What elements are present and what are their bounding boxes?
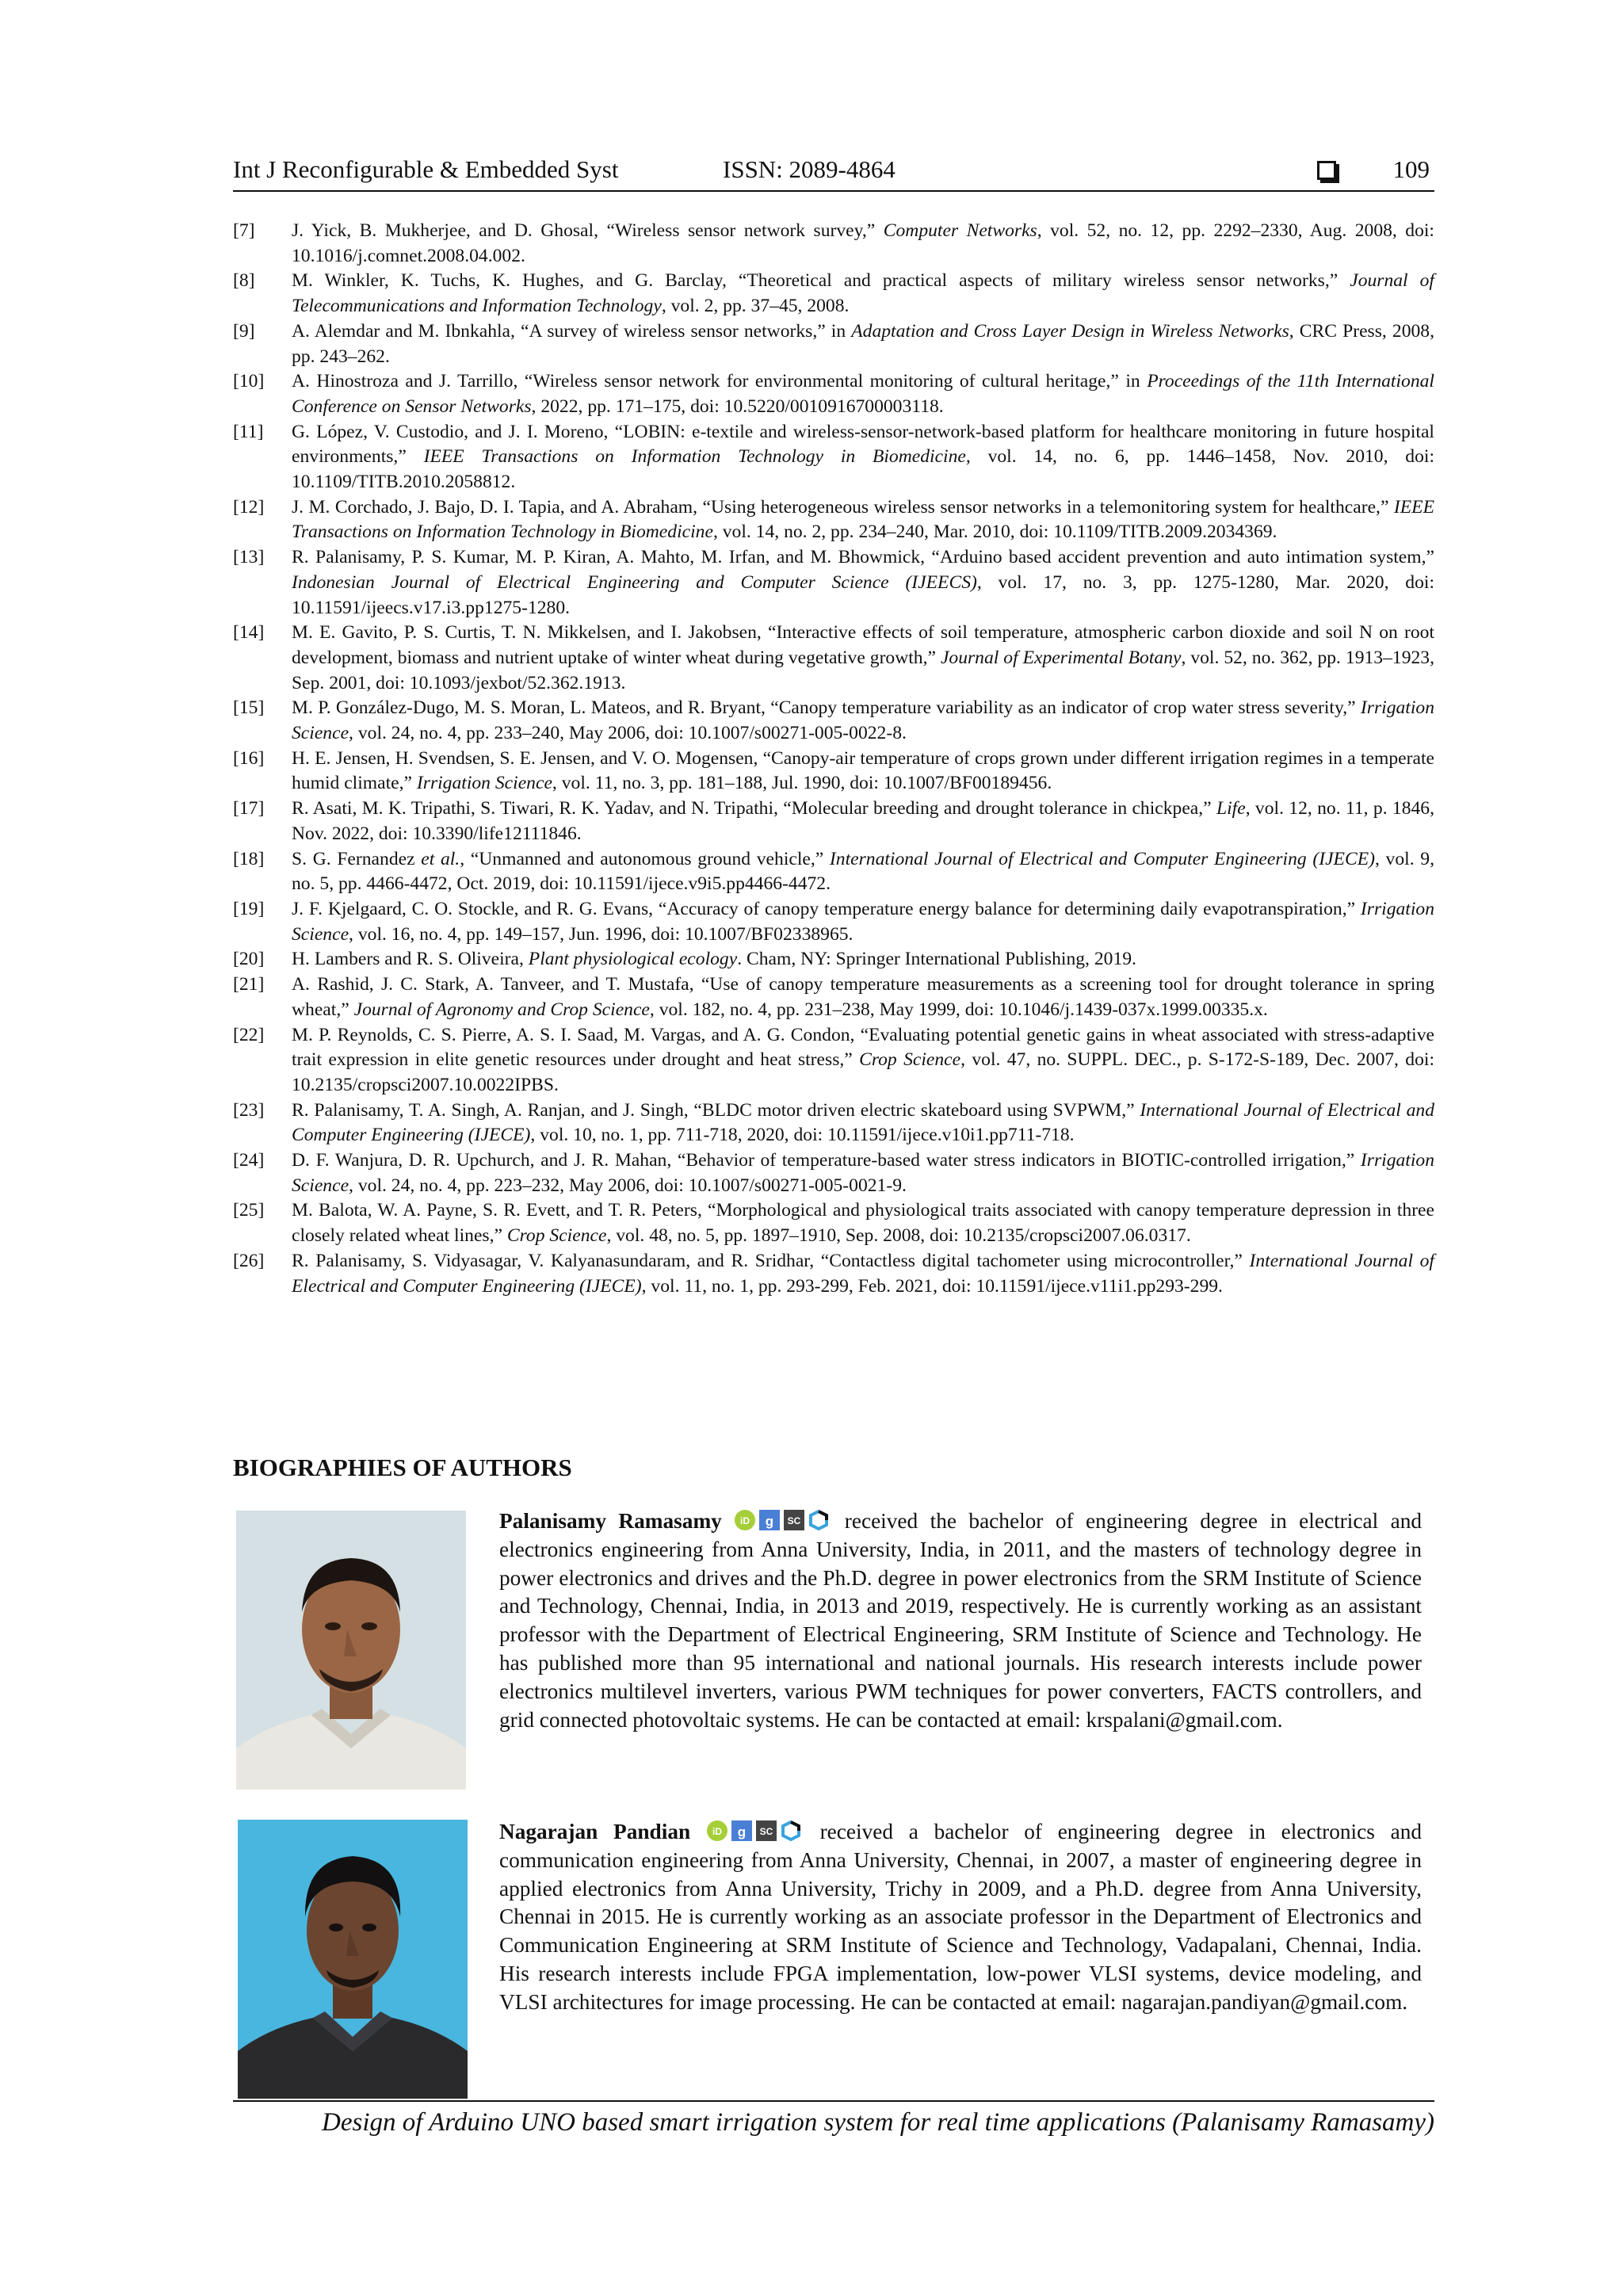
reference-text: R. Palanisamy, P. S. Kumar, M. P. Kiran, A. Mahto, M. Irfan, and M. Bhowmick, “Arduino based accident prevention and auto intimation system,” bbox=[292, 547, 1434, 568]
reference-text: , 2022, pp. 171–175, doi: 10.5220/0010916700003118. bbox=[531, 395, 944, 417]
reference-text: R. Palanisamy, S. Vidyasagar, V. Kalyanasundaram, and R. Sridhar, “Contactless digital tachometer using microcontroller,” bbox=[292, 1250, 1250, 1271]
reference-text: J. F. Kjelgaard, C. O. Stockle, and R. G. Evans, “Accuracy of canopy temperature energy balance for determining daily evapotranspiration,” bbox=[292, 898, 1361, 919]
reference-item bbox=[233, 319, 1434, 369]
reference-item bbox=[233, 797, 1434, 846]
reference-number: [12] bbox=[233, 496, 265, 518]
running-footer: Design of Arduino UNO based smart irrigation system for real time applications (Palanisamy Ramasamy) bbox=[322, 2108, 1434, 2137]
reference-source: Irrigation Science bbox=[416, 773, 552, 794]
reference-number: [18] bbox=[233, 848, 265, 869]
google-scholar-icon[interactable] bbox=[731, 1820, 753, 1842]
reference-text: D. F. Wanjura, D. R. Upchurch, and J. R. Mahan, “Behavior of temperature-based water stress indicators in BIOTIC-controlled irrigation,” bbox=[292, 1150, 1361, 1171]
reference-text: A. Rashid, J. C. Stark, A. Tanveer, and T. Mustafa, “Use of canopy temperature measurements as a screening tool for drought tolerance in spring wheat,” bbox=[292, 974, 1434, 1020]
biographies-heading: BIOGRAPHIES OF AUTHORS bbox=[233, 1454, 572, 1481]
reference-item bbox=[233, 947, 1434, 972]
reference-text: H. E. Jensen, H. Svendsen, S. E. Jensen, and V. O. Mogensen, “Canopy-air temperature of crops grown under different irrigation regimes in a temperate humid climate,” bbox=[292, 747, 1434, 794]
running-header bbox=[233, 155, 1434, 192]
reference-text: , CRC Press, 2008, pp. 243–262. bbox=[292, 320, 1434, 367]
journal-name: Int J Reconfigurable & Embedded Syst bbox=[233, 155, 619, 183]
footer-rule bbox=[233, 2100, 1434, 2102]
issn: ISSN: 2089-4864 bbox=[723, 155, 896, 183]
reference-source: International Journal of Electrical and Computer Engineering (IJECE) bbox=[829, 848, 1375, 869]
reference-source: Irrigation Science bbox=[292, 898, 1434, 945]
svg-text:g: g bbox=[737, 1824, 747, 1839]
reference-text: A. Alemdar and M. Ibnkahla, “A survey of wireless sensor networks,” in bbox=[292, 320, 852, 342]
reference-text: , vol. 52, no. 362, pp. 1913–1923, Sep. 2001, doi: 10.1093/jexbot/52.362.1913. bbox=[292, 647, 1434, 693]
reference-source: International Journal of Electrical and Computer Engineering (IJECE) bbox=[292, 1250, 1434, 1297]
reference-number: [19] bbox=[233, 898, 265, 919]
reference-text: , vol. 2, pp. 37–45, 2008. bbox=[661, 296, 850, 317]
reference-text: , vol. 17, no. 3, pp. 1275-1280, Mar. 2020, doi: 10.11591/ijeecs.v17.i3.pp1275-1280. bbox=[292, 571, 1434, 618]
reference-item bbox=[233, 219, 1434, 269]
reference-text: , vol. 9, no. 5, pp. 4466-4472, Oct. 2019, doi: 10.11591/ijece.v9i5.pp4466-4472. bbox=[292, 848, 1434, 895]
reference-source: Journal of Experimental Botany bbox=[940, 647, 1182, 668]
reference-source: Computer Networks bbox=[883, 220, 1037, 241]
reference-number: [16] bbox=[233, 747, 265, 769]
reference-number: [13] bbox=[233, 547, 265, 568]
reference-item bbox=[233, 972, 1434, 1022]
reference-source: IEEE Transactions on Information Technology in Biomedicine bbox=[292, 496, 1434, 543]
reference-item bbox=[233, 369, 1434, 419]
reference-source: Plant physiological ecology bbox=[528, 949, 738, 970]
reference-text: , vol. 11, no. 3, pp. 181–188, Jul. 1990, doi: 10.1007/BF00189456. bbox=[552, 773, 1052, 794]
reference-number: [9] bbox=[233, 320, 255, 342]
orcid-icon[interactable] bbox=[734, 1509, 756, 1531]
reference-text: J. M. Corchado, J. Bajo, D. I. Tapia, and A. Abraham, “Using heterogeneous wireless sensor networks in a telemonitoring system for healthcare,” bbox=[292, 496, 1394, 518]
svg-text:iD: iD bbox=[740, 1515, 750, 1526]
reference-source: Proceedings of the 11th International Conference on Sensor Networks bbox=[292, 371, 1434, 417]
orcid-icon[interactable] bbox=[706, 1820, 728, 1842]
reference-source: Adaptation and Cross Layer Design in Wireless Networks bbox=[851, 320, 1289, 342]
reference-text: , vol. 11, no. 1, pp. 293-299, Feb. 2021, doi: 10.11591/ijece.v11i1.pp293-299. bbox=[641, 1275, 1223, 1297]
reference-source: et al. bbox=[421, 848, 460, 869]
google-scholar-icon[interactable] bbox=[758, 1509, 781, 1531]
reference-number: [26] bbox=[233, 1250, 265, 1271]
reference-text: , vol. 16, no. 4, pp. 149–157, Jun. 1996, doi: 10.1007/BF02338965. bbox=[349, 923, 854, 945]
publons-icon[interactable] bbox=[780, 1820, 802, 1842]
reference-source: Irrigation Science bbox=[292, 697, 1434, 744]
reference-text: M. E. Gavito, P. S. Curtis, T. N. Mikkelsen, and I. Jakobsen, “Interactive effects of soil temperature, atmospheric carbon dioxide and soil N on root development, biomass and nutrient uptake of winter wheat during vegetative growth,” bbox=[292, 622, 1434, 668]
author-bio bbox=[499, 1818, 1422, 2017]
reference-text: G. López, V. Custodio, and J. I. Moreno, “LOBIN: e-textile and wireless-sensor-network-based platform for healthcare monitoring in future hospital environments,” bbox=[292, 421, 1434, 468]
reference-text: H. Lambers and R. S. Oliveira, bbox=[292, 949, 529, 970]
reference-number: [14] bbox=[233, 622, 265, 644]
reference-text: , vol. 24, no. 4, pp. 223–232, May 2006, doi: 10.1007/s00271-005-0021-9. bbox=[349, 1175, 907, 1196]
author-photo-nagarajan-pandian bbox=[238, 1820, 468, 2099]
reference-item bbox=[233, 420, 1434, 495]
reference-source: Irrigation Science bbox=[292, 1150, 1434, 1196]
svg-text:g: g bbox=[766, 1514, 774, 1529]
reference-item bbox=[233, 545, 1434, 621]
publons-icon[interactable] bbox=[808, 1509, 830, 1531]
reference-text: M. Winkler, K. Tuchs, K. Hughes, and G. Barclay, “Theoretical and practical aspects of military wireless sensor networks,” bbox=[292, 270, 1350, 292]
reference-source: Crop Science bbox=[859, 1049, 961, 1071]
reference-item bbox=[233, 1198, 1434, 1248]
svg-text:iD: iD bbox=[712, 1826, 722, 1837]
reference-source: Life bbox=[1216, 798, 1246, 819]
author-bio bbox=[499, 1507, 1422, 1734]
reference-text: M. Balota, W. A. Payne, S. R. Evett, and T. R. Peters, “Morphological and physiological traits associated with canopy temperature depression in three closely related wheat lines,” bbox=[292, 1200, 1434, 1247]
reference-text: , vol. 182, no. 4, pp. 231–238, May 1999, doi: 10.1046/j.1439-037x.1999.00335.x. bbox=[649, 999, 1268, 1020]
reference-text: R. Asati, M. K. Tripathi, S. Tiwari, R. K. Yadav, and N. Tripathi, “Molecular breeding and drought tolerance in chickpea,” bbox=[292, 798, 1216, 819]
author-bio-text: received the bachelor of engineering degree in electrical and electronics engineering from Anna University, India, in 2011, and the masters of technology degree in power electronics and drives and the Ph.D. degree in power electronics from the SRM Institute of Science and Technology, Chennai, India, in 2013 and 2019, respectively. He is currently working as an assistant professor with the Department of Electrical Engineering, SRM Institute of Science and Technology. He has published more than 95 international and national journals. His research interests include power electronics multilevel inverters, various PWM techniques for power converters, FACTS controllers, and grid connected photovoltaic systems. He can be contacted at email: krspalani@gmail.com. bbox=[499, 1509, 1423, 1732]
reference-source: Journal of Agronomy and Crop Science bbox=[353, 999, 650, 1020]
references-list bbox=[233, 219, 1434, 1299]
reference-item bbox=[233, 696, 1434, 746]
reference-text: , “Unmanned and autonomous ground vehicle,” bbox=[460, 848, 830, 869]
checkbox-square-icon bbox=[1317, 161, 1336, 180]
reference-item bbox=[233, 1249, 1434, 1299]
reference-text: M. P. Reynolds, C. S. Pierre, A. S. I. Saad, M. Vargas, and A. G. Condon, “Evaluating potential genetic gains in wheat associated with stress-adaptive trait expression in elite genetic resources under drought and heat stress,” bbox=[292, 1024, 1434, 1071]
reference-source: Crop Science bbox=[506, 1225, 607, 1247]
author-name: Nagarajan Pandian bbox=[499, 1820, 691, 1843]
reference-item bbox=[233, 847, 1434, 897]
profile-icons bbox=[706, 1820, 820, 1843]
reference-text: , vol. 14, no. 2, pp. 234–240, Mar. 2010, doi: 10.1109/TITB.2009.2034369. bbox=[712, 521, 1277, 543]
reference-source: Indonesian Journal of Electrical Engineering and Computer Science (IJEECS) bbox=[292, 571, 977, 593]
svg-text:SC: SC bbox=[787, 1515, 801, 1526]
reference-number: [23] bbox=[233, 1099, 265, 1121]
reference-text: , vol. 24, no. 4, pp. 233–240, May 2006, doi: 10.1007/s00271-005-0022-8. bbox=[349, 723, 907, 744]
reference-text: , vol. 52, no. 12, pp. 2292–2330, Aug. 2008, doi: 10.1016/j.comnet.2008.04.002. bbox=[292, 220, 1434, 266]
reference-text: S. G. Fernandez bbox=[292, 848, 422, 869]
reference-text: , vol. 48, no. 5, pp. 1897–1910, Sep. 2008, doi: 10.2135/cropsci2007.06.0317. bbox=[606, 1225, 1191, 1247]
reference-number: [11] bbox=[233, 421, 264, 442]
reference-number: [17] bbox=[233, 798, 265, 819]
reference-source: International Journal of Electrical and Computer Engineering (IJECE) bbox=[292, 1099, 1434, 1146]
reference-number: [7] bbox=[233, 220, 255, 241]
reference-item bbox=[233, 747, 1434, 797]
reference-item bbox=[233, 1148, 1434, 1198]
reference-number: [10] bbox=[233, 371, 265, 392]
reference-item bbox=[233, 621, 1434, 696]
page-number: 109 bbox=[1392, 155, 1430, 183]
reference-number: [22] bbox=[233, 1024, 265, 1045]
reference-text: M. P. González-Dugo, M. S. Moran, L. Mateos, and R. Bryant, “Canopy temperature variability as an indicator of crop water stress severity,” bbox=[292, 697, 1361, 719]
author-bio-text: received a bachelor of engineering degree in electronics and communication engineering from Anna University, Chennai, in 2007, a master of engineering degree in applied electronics from Anna University, Trichy in 2009, and a Ph.D. degree from Anna University, Chennai in 2015. He is currently working as an associate professor in the Department of Electronics and Communication Engineering at SRM Institute of Science and Technology, Vadapalani, Chennai, India. His research interests include FPGA implementation, low-power VLSI systems, device modeling, and VLSI architectures for image processing. He can be contacted at email: nagarajan.pandiyan@gmail.com. bbox=[499, 1820, 1422, 2014]
reference-number: [8] bbox=[233, 270, 255, 292]
reference-text: . Cham, NY: Springer International Publishing, 2019. bbox=[737, 949, 1136, 970]
reference-item bbox=[233, 269, 1434, 319]
svg-text:SC: SC bbox=[759, 1826, 773, 1837]
reference-text: J. Yick, B. Mukherjee, and D. Ghosal, “Wireless sensor network survey,” bbox=[292, 220, 884, 241]
reference-text: , vol. 10, no. 1, pp. 711-718, 2020, doi: 10.11591/ijece.v10i1.pp711-718. bbox=[530, 1125, 1075, 1146]
reference-text: R. Palanisamy, T. A. Singh, A. Ranjan, and J. Singh, “BLDC motor driven electric skateboard using SVPWM,” bbox=[292, 1099, 1140, 1121]
author-photo-palanisamy-ramasamy bbox=[236, 1511, 466, 1790]
scopus-icon[interactable] bbox=[783, 1509, 805, 1531]
scopus-icon[interactable] bbox=[755, 1820, 777, 1842]
reference-source: Journal of Telecommunications and Information Technology bbox=[292, 270, 1434, 317]
reference-number: [24] bbox=[233, 1150, 265, 1171]
reference-item bbox=[233, 897, 1434, 947]
reference-item bbox=[233, 495, 1434, 545]
reference-number: [21] bbox=[233, 974, 265, 995]
reference-text: , vol. 14, no. 6, pp. 1446–1458, Nov. 2010, doi: 10.1109/TITB.2010.2058812. bbox=[292, 446, 1435, 493]
reference-number: [15] bbox=[233, 697, 265, 719]
reference-text: , vol. 12, no. 11, p. 1846, Nov. 2022, doi: 10.3390/life12111846. bbox=[292, 798, 1435, 844]
reference-item bbox=[233, 1098, 1434, 1148]
reference-text: , vol. 47, no. SUPPL. DEC., p. S-172-S-189, Dec. 2007, doi: 10.2135/cropsci2007.10.0022IPBS. bbox=[292, 1049, 1434, 1095]
reference-item bbox=[233, 1023, 1434, 1098]
reference-number: [20] bbox=[233, 949, 265, 970]
profile-icons bbox=[734, 1509, 844, 1533]
reference-text: A. Hinostroza and J. Tarrillo, “Wireless sensor network for environmental monitoring of cultural heritage,” in bbox=[292, 371, 1148, 392]
author-name: Palanisamy Ramasamy bbox=[499, 1509, 722, 1533]
reference-source: IEEE Transactions on Information Technology in Biomedicine bbox=[423, 446, 966, 468]
reference-number: [25] bbox=[233, 1200, 265, 1221]
